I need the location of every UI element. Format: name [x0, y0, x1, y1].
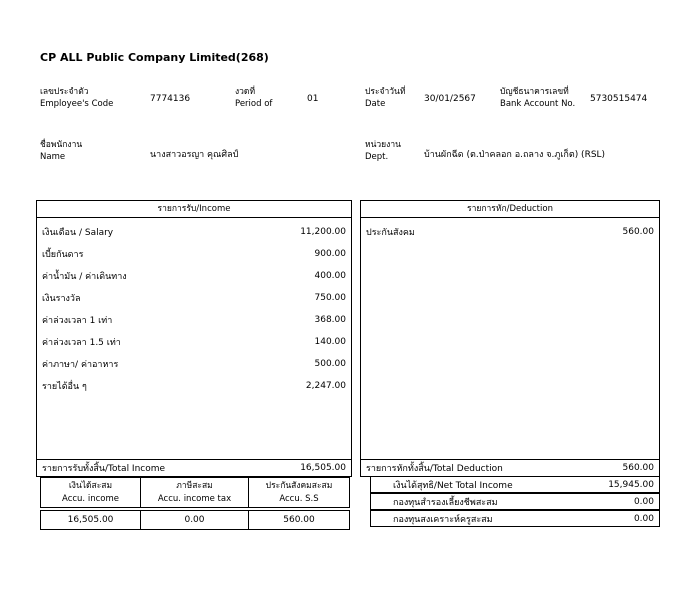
income-item-label: ค่าน้ำมัน / ค่าเดินทาง [42, 272, 127, 282]
dept-value: บ้านผักฉีด (ต.ป่าคลอก อ.ถลาง จ.ภูเก็ต) (RSL) [424, 150, 606, 160]
accumulated-header-box [40, 477, 350, 508]
total-deduction-label: รายการหักทั้งสิ้น/Total Deduction [366, 464, 503, 474]
deduction-item-label: ประกันสังคม [366, 228, 415, 238]
employee-code-value: 7774136 [150, 94, 191, 104]
provident-fund-label: กองทุนสำรองเลี้ยงชีพสะสม [393, 497, 498, 508]
deduction-table-body [361, 218, 659, 459]
teacher-aid-fund-label: กองทุนสงเคราะห์ครูสะสม [393, 514, 493, 525]
accu-tax-value: 0.00 [141, 511, 249, 529]
total-deduction-row [361, 459, 659, 476]
date-label: ประจำวันที่ Date [365, 87, 406, 109]
accu-income-value: 16,505.00 [41, 511, 141, 529]
deduction-table [360, 200, 660, 477]
income-table-body [37, 218, 351, 459]
deduction-table-header: รายการหัก/Deduction [361, 201, 659, 218]
employee-code-label: เลขประจำตัว Employee's Code [40, 87, 114, 109]
income-row [37, 243, 351, 265]
company-title: CP ALL Public Company Limited(268) [40, 51, 269, 64]
total-income-row [37, 459, 351, 476]
income-row [37, 287, 351, 309]
deduction-item-amount: 560.00 [622, 227, 654, 237]
teacher-aid-fund-row [370, 510, 660, 527]
income-item-label: เบี้ยกันดาร [42, 250, 84, 260]
provident-fund-row [370, 493, 660, 510]
income-item-amount: 400.00 [314, 271, 346, 281]
income-item-label: เงินรางวัล [42, 294, 81, 304]
income-item-amount: 140.00 [314, 337, 346, 347]
income-table-header: รายการรับ/Income [37, 201, 351, 218]
net-total-income-row [370, 476, 660, 493]
income-item-label: ค่าภาษา/ ค่าอาหาร [42, 360, 119, 370]
bank-account-value: 5730515474 [590, 94, 648, 104]
deduction-row [361, 221, 659, 243]
employee-name-value: นางสาวอรญา คุณศิลป์ [150, 150, 239, 160]
provident-fund-amount: 0.00 [633, 496, 654, 507]
income-item-label: ค่าล่วงเวลา 1.5 เท่า [42, 338, 121, 348]
income-row [37, 331, 351, 353]
total-income-label: รายการรับทั้งสิ้น/Total Income [42, 464, 166, 474]
accu-income-header: เงินได้สะสม Accu. income [41, 478, 141, 507]
income-item-amount: 368.00 [314, 315, 346, 325]
net-total-income-label: เงินได้สุทธิ/Net Total Income [393, 480, 513, 491]
net-total-income-amount: 15,945.00 [608, 479, 654, 490]
dept-label: หน่วยงาน Dept. [365, 140, 401, 162]
period-label: งวดที่ Period of [235, 87, 273, 109]
income-item-label: รายได้อื่น ๆ [42, 382, 87, 392]
income-row [37, 309, 351, 331]
bank-account-label: บัญชีธนาคารเลขที่ Bank Account No. [500, 87, 576, 109]
income-item-label: ค่าล่วงเวลา 1 เท่า [42, 316, 113, 326]
accu-ss-value: 560.00 [283, 515, 315, 525]
income-row [37, 375, 351, 397]
income-row [37, 265, 351, 287]
income-item-amount: 750.00 [314, 293, 346, 303]
income-table [36, 200, 352, 477]
income-item-amount: 900.00 [314, 249, 346, 259]
total-income-amount: 16,505.00 [300, 463, 346, 473]
income-item-amount: 11,200.00 [300, 227, 346, 237]
period-value: 01 [307, 94, 319, 104]
accu-ss-header: ประกันสังคมสะสม Accu. S.S [265, 481, 333, 504]
income-item-label: เงินเดือน / Salary [42, 228, 114, 238]
employee-name-label: ชื่อพนักงาน Name [40, 140, 83, 162]
accumulated-value-box [40, 510, 350, 530]
income-row [37, 353, 351, 375]
income-item-amount: 500.00 [314, 359, 346, 369]
income-row [37, 221, 351, 243]
accu-tax-header: ภาษีสะสม Accu. income tax [141, 478, 249, 507]
income-item-amount: 2,247.00 [305, 381, 346, 391]
total-deduction-amount: 560.00 [622, 463, 654, 473]
teacher-aid-fund-amount: 0.00 [633, 513, 654, 524]
date-value: 30/01/2567 [424, 94, 476, 104]
